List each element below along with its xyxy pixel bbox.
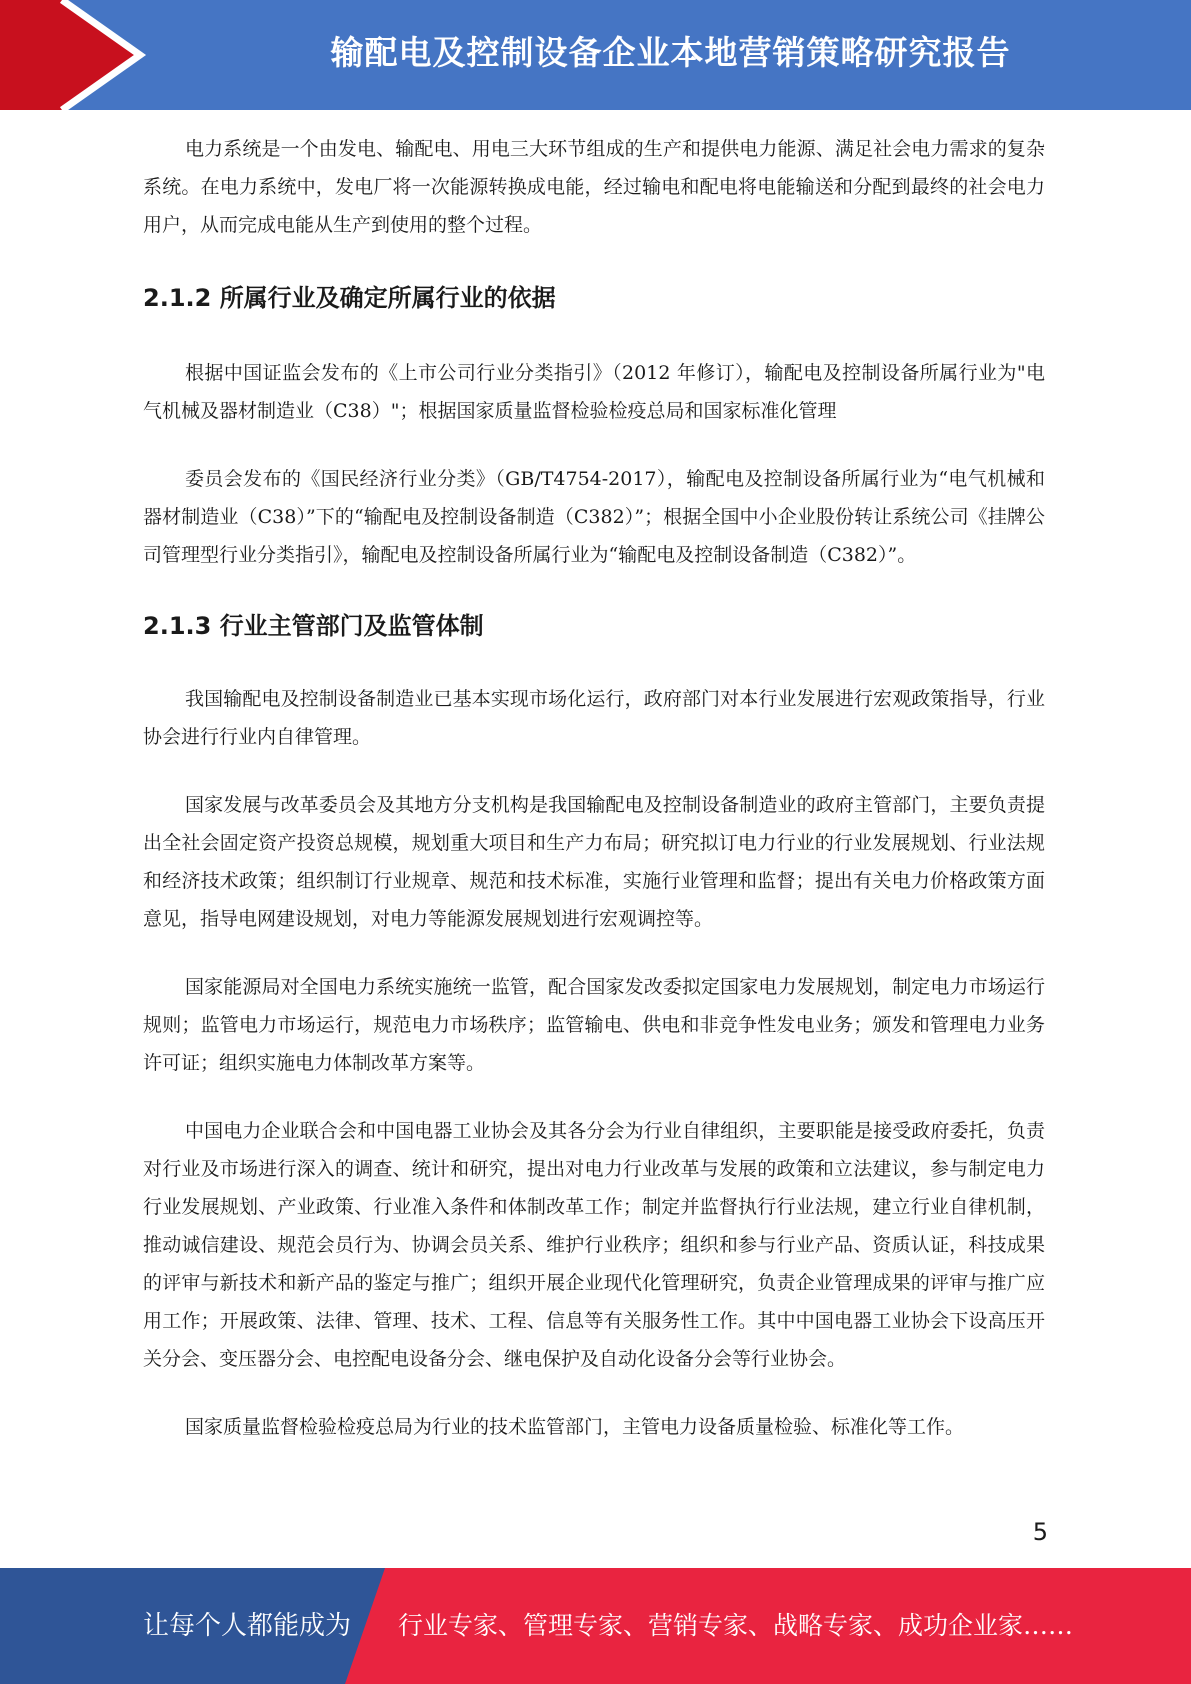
header-chevron-decoration [0,0,160,110]
paragraph-power-system: 电力系统是一个由发电、输配电、用电三大环节组成的生产和提供电力能源、满足社会电力需求的复杂系统。在电力系统中，发电厂将一次能源转换成电能，经过输电和配电将电能输送和分配到最终的社会电力用户，从而完成电能从生产到使用的整个过程。 [143,138,1045,236]
paragraph-national-classification: 委员会发布的《国民经济行业分类》（GB/T4754-2017），输配电及控制设备所属行业为“电气机械和器材制造业（C38）”下的“输配电及控制设备制造（C382）”；根据全国中小企业股份转让系统公司《挂牌公司管理型行业分类指引》，输配电及控制设备所属行业为“输配电及控制设备制造（C382）”。 [143,468,1045,566]
paragraph-ndrc: 国家发展与改革委员会及其地方分支机构是我国输配电及控制设备制造业的政府主管部门，主要负责提出全社会固定资产投资总规模，规划重大项目和生产力布局；研究拟订电力行业的行业发展规划、行业法规和经济技术政策；组织制订行业规章、规范和技术标准，实施行业管理和监督；提出有关电力价格政策方面意见，指导电网建设规划，对电力等能源发展规划进行宏观调控等。 [143,794,1045,930]
paragraph-industry-associations: 中国电力企业联合会和中国电器工业协会及其各分会为行业自律组织，主要职能是接受政府委托，负责对行业及市场进行深入的调查、统计和研究，提出对电力行业改革与发展的政策和立法建议，参与制定电力行业发展规划、产业政策、行业准入条件和体制改革工作；制定并监督执行行业法规，建立行业自律机制，推动诚信建设、规范会员行为、协调会员关系、维护行业秩序；组织和参与行业产品、资质认证，科技成果的评审与新技术和新产品的鉴定与推广；组织开展企业现代化管理研究，负责企业管理成果的评审与推广应用工作；开展政策、法律、管理、技术、工程、信息等有关服务性工作。其中中国电器工业协会下设高压开关分会、变压器分会、电控配电设备分会、继电保护及自动化设备分会等行业协会。 [143,1120,1045,1370]
report-title: 输配电及控制设备企业本地营销策略研究报告 [330,33,1011,72]
section-heading-2-1-2: 2.1.2 所属行业及确定所属行业的依据 [143,284,556,312]
paragraph-energy-bureau: 国家能源局对全国电力系统实施统一监管，配合国家发改委拟定国家电力发展规划，制定电力市场运行规则；监管电力市场运行，规范电力市场秩序；监管输电、供电和非竞争性发电业务；颁发和管理电力业务许可证；组织实施电力体制改革方案等。 [143,976,1045,1074]
footer-slogan-right: 行业专家、管理专家、营销专家、战略专家、成功企业家…… [398,1611,1074,1640]
section-heading-2-1-3: 2.1.3 行业主管部门及监管体制 [143,612,484,640]
paragraph-market-operation: 我国输配电及控制设备制造业已基本实现市场化运行，政府部门对本行业发展进行宏观政策指导，行业协会进行行业内自律管理。 [143,688,1045,748]
page-number: 5 [1032,1518,1048,1546]
paragraph-industry-classification: 根据中国证监会发布的《上市公司行业分类指引》（2012 年修订），输配电及控制设备所属行业为"电气机械及器材制造业（C38）"；根据国家质量监督检验检疫总局和国家标准化管理 [143,362,1045,422]
paragraph-quality-supervision: 国家质量监督检验检疫总局为行业的技术监管部门，主管电力设备质量检验、标准化等工作。 [185,1416,965,1438]
footer-slogan-left: 让每个人都能成为 [143,1611,352,1641]
page-footer [0,1568,1191,1684]
page-header [0,0,1191,110]
page-body [143,130,1045,1446]
